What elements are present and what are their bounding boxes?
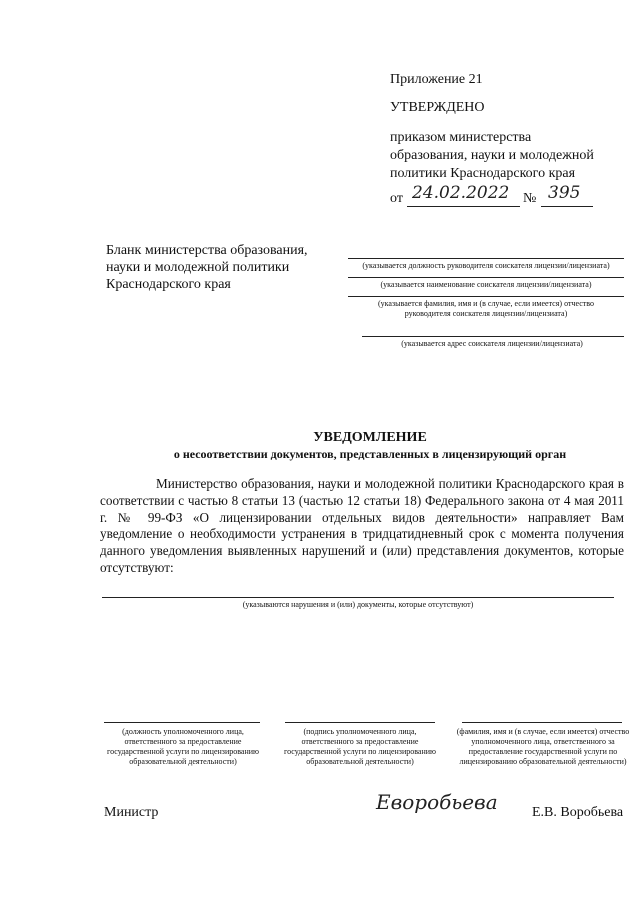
addressee-address-hint: (указывается адрес соискателя лицензии/лицензиата)	[401, 339, 583, 348]
letterhead-line-2: науки и молодежной политики	[106, 260, 290, 275]
addressee-position-hint: (указывается должность руководителя соискателя лицензии/лицензиата)	[362, 261, 610, 270]
order-line-2: образования, науки и молодежной	[390, 148, 594, 163]
addressee-org-hint: (указывается наименование соискателя лицензии/лицензиата)	[380, 280, 592, 289]
addressee-person-hint-2: руководителя соискателя лицензии/лицензиата)	[404, 309, 568, 318]
addressee-person-hint-1: (указывается фамилия, имя и (в случае, если имеется) отчество	[378, 299, 594, 308]
date-underline	[407, 206, 520, 207]
full-name-hint: (фамилия, имя и (в случае, если имеется) отчество уполномоченного лица, ответственного за предоставление государственной услуги по лицензированию образовательной деятельности)	[456, 727, 630, 766]
addressee-address-line	[362, 336, 624, 337]
minister-signature: Еворобьева	[376, 790, 498, 814]
notice-subtitle: о несоответствии документов, представленных в лицензирующий орган	[173, 447, 567, 461]
violations-line	[102, 597, 614, 598]
order-line-1: приказом министерства	[390, 130, 532, 145]
order-line-3: политики Краснодарского края	[390, 166, 576, 181]
position-line	[104, 722, 260, 723]
minister-name: Е.В. Воробьева	[532, 805, 624, 820]
position-hint: (должность уполномоченного лица, ответственного за предоставление государственной услуги по лицензированию образовательной деятельности)	[107, 727, 259, 766]
order-date: 24.02.2022	[412, 183, 510, 203]
order-number: 395	[548, 183, 581, 203]
number-prefix: №	[523, 191, 537, 206]
addressee-position-line	[348, 258, 624, 259]
letterhead-line-1: Бланк министерства образования,	[106, 243, 308, 258]
appendix-label: Приложение 21	[390, 72, 483, 87]
signature-line	[285, 722, 435, 723]
signature-hint: (подпись уполномоченного лица, ответственного за предоставление государственной услуги по лицензированию образовательной деятельности)	[284, 727, 436, 766]
notice-body: Министерство образования, науки и молодежной политики Краснодарского края в соответствии с частью 8 статьи 13 (частью 12 статьи 18) Федерального закона от 4 мая 2011 г. № 99-ФЗ «О лицензировании отдельных видов деятельности» направляет Вам уведомление о необходимости устранения в тридцатидневный срок с момента получения данного уведомления выявленных нарушений и (или) представления документов, которые отсутствуют:	[100, 476, 624, 575]
approved-label: УТВЕРЖДЕНО	[390, 100, 485, 115]
letterhead-line-3: Краснодарского края	[106, 277, 231, 292]
minister-title: Министр	[104, 805, 159, 820]
number-underline	[541, 206, 593, 207]
violations-hint: (указываются нарушения и (или) документы, которые отсутствуют)	[242, 600, 474, 609]
date-prefix: от	[390, 191, 403, 206]
full-name-line	[462, 722, 622, 723]
addressee-person-line	[348, 296, 624, 297]
notice-title: УВЕДОМЛЕНИЕ	[313, 430, 427, 445]
addressee-name-line	[348, 277, 624, 278]
